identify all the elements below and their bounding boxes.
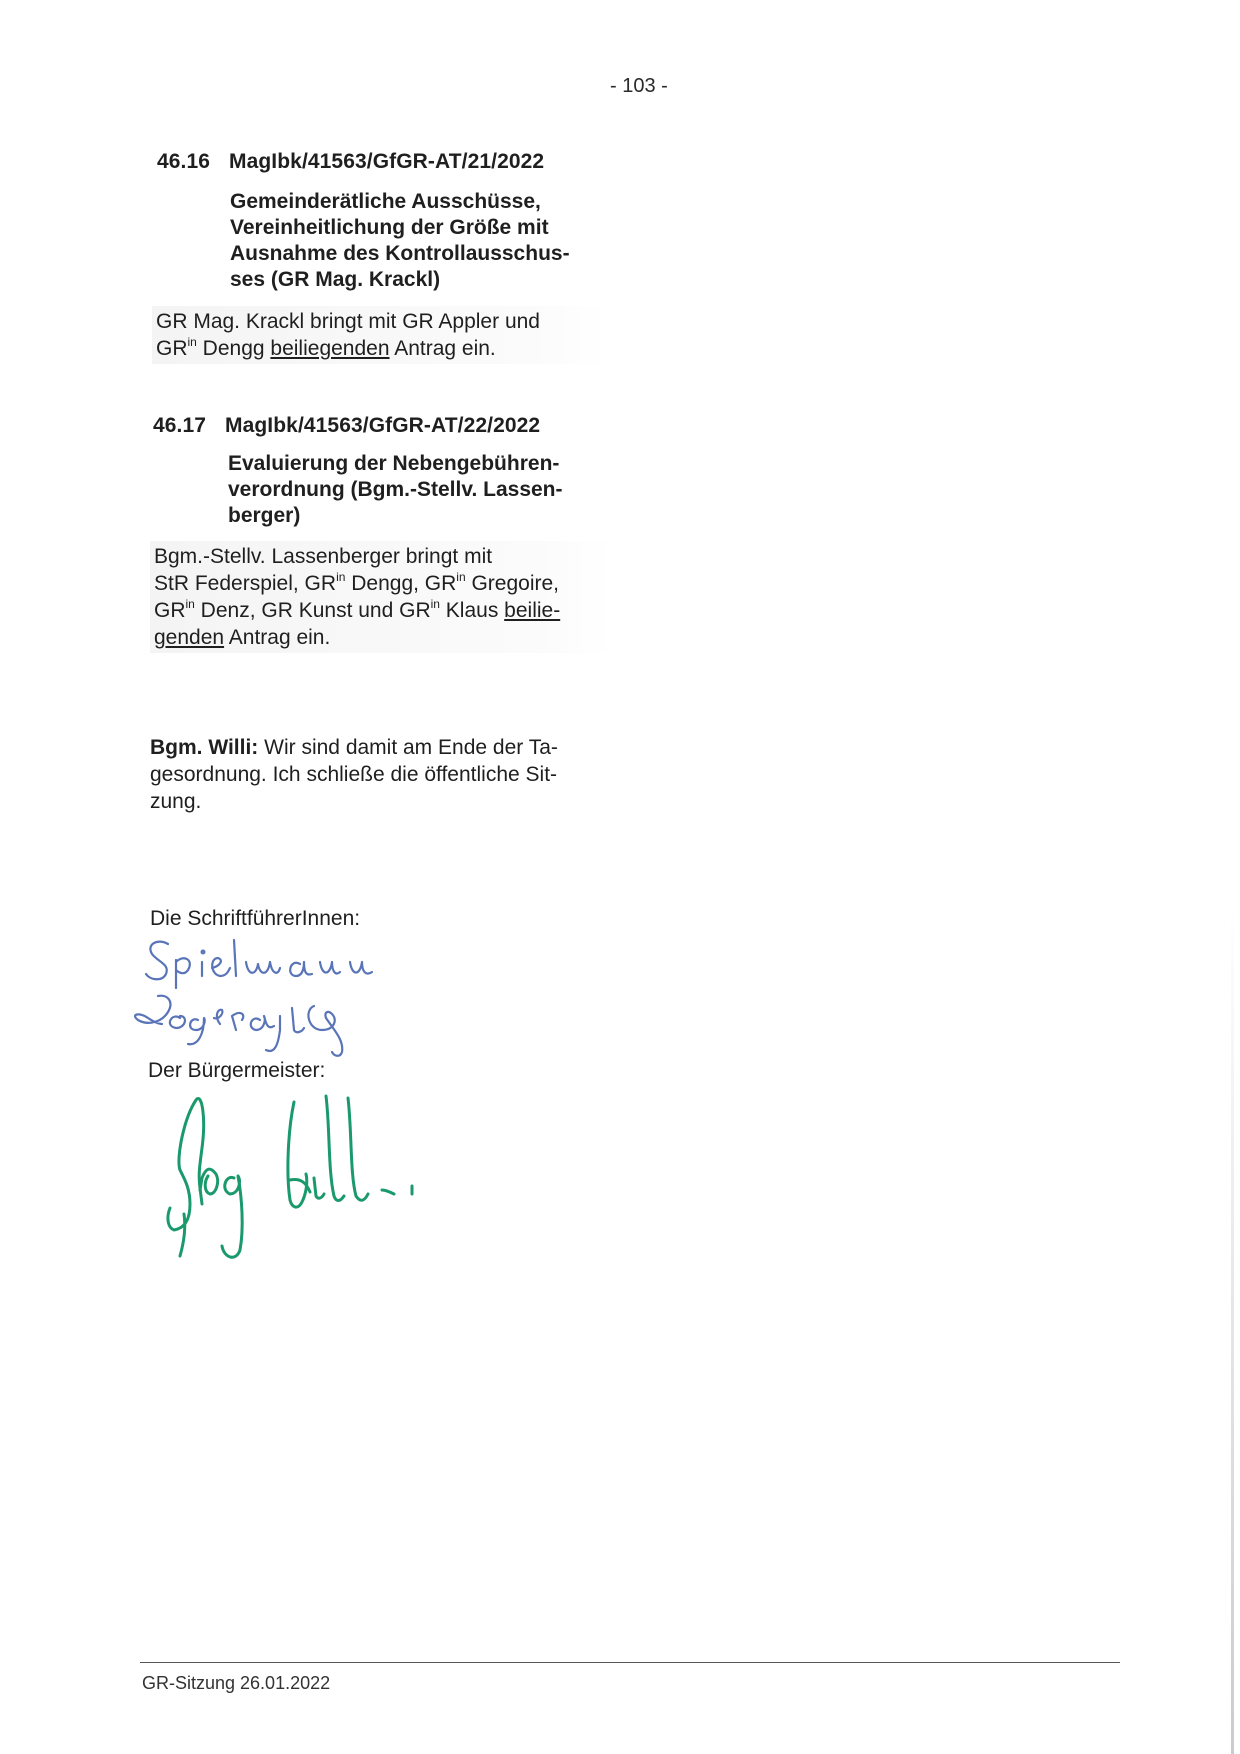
agenda-item-header xyxy=(157,150,544,174)
attachment-reference: beiliegenden xyxy=(270,337,390,360)
title-line: Gemeinderätliche Ausschüsse, xyxy=(230,190,541,213)
agenda-item-header xyxy=(153,414,540,438)
title-line: berger) xyxy=(228,504,301,527)
footer-divider xyxy=(140,1662,1120,1663)
agenda-item-reference: MagIbk/41563/GfGR-AT/21/2022 xyxy=(229,150,545,173)
recorders-label: Die SchriftführerInnen: xyxy=(150,907,361,930)
body-line: Bgm.-Stellv. Lassenberger bringt mit xyxy=(154,545,493,568)
title-line: verordnung (Bgm.-Stellv. Lassen- xyxy=(228,478,563,501)
scan-edge-shadow xyxy=(1231,900,1234,1754)
body-line: $GR^{in}$ Denz, GR Kunst und $GR^{in}$ Klaus beilie- xyxy=(154,597,561,622)
agenda-item-title xyxy=(228,451,563,529)
speaker-name: Bgm. Willi: xyxy=(150,736,259,759)
title-line: Ausnahme des Kontrollausschus- xyxy=(230,242,570,265)
title-line: ses (GR Mag. Krackl) xyxy=(230,268,441,291)
recorder-signature-vogeregele xyxy=(128,990,378,1066)
attachment-reference: genden xyxy=(154,626,225,649)
page-number: - 103 - xyxy=(610,75,668,97)
agenda-item-body xyxy=(152,306,608,364)
body-line: GR Mag. Krackl bringt mit GR Appler und xyxy=(156,310,540,333)
closing-statement: Bgm. Willi: Wir sind damit am Ende der Ta- gesordnung. Ich schließe die öffentliche Sit- zung. xyxy=(150,736,558,813)
title-line: Vereinheitlichung der Größe mit xyxy=(230,216,549,239)
body-line: genden Antrag ein. xyxy=(154,626,331,649)
footer-session-date: GR-Sitzung 26.01.2022 xyxy=(142,1673,331,1693)
attachment-reference: beilie- xyxy=(504,599,561,622)
agenda-item-number: 46.16 xyxy=(157,150,211,173)
mayor-label: Der Bürgermeister: xyxy=(148,1059,326,1082)
agenda-item-body xyxy=(150,541,612,653)
agenda-item-reference: MagIbk/41563/GfGR-AT/22/2022 xyxy=(225,414,541,437)
title-line: Evaluierung der Nebengebühren- xyxy=(228,452,560,475)
agenda-item-title xyxy=(230,189,570,293)
body-line: StR Federspiel, $GR^{in}$ Dengg, $GR^{in}$ Gregoire, xyxy=(154,570,560,595)
mayor-signature xyxy=(150,1078,440,1262)
agenda-item-number: 46.17 xyxy=(153,414,207,437)
body-line: $GR^{in}$ Dengg beiliegenden Antrag ein. xyxy=(156,335,496,360)
recorder-signature-spielmann xyxy=(140,932,400,994)
